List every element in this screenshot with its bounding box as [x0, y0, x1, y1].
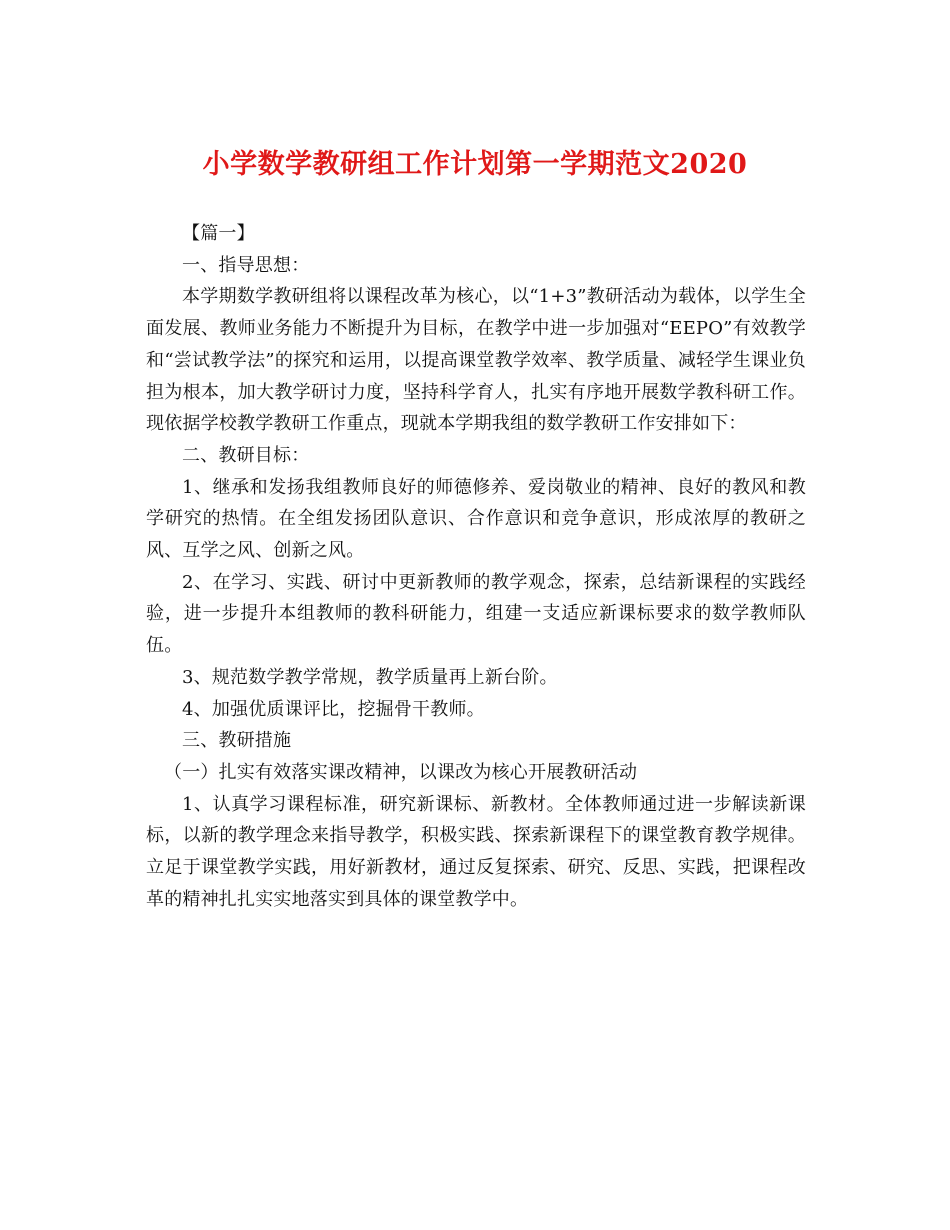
subsection-heading-1: （一）扎实有效落实课改精神，以课改为核心开展教研活动: [164, 761, 638, 783]
goal-item-3: 3、规范数学教学常规，教学质量再上新台阶。: [182, 666, 558, 688]
measure-item-1: 1、认真学习课程标准，研究新课标、新教材。全体教师通过进一步解读新课标，以新的教学理念来指导教学，积极实践、探索新课程下的课堂教育教学规律。立足于课堂教学实践，用好新教材，通过反复探索、研究、反思、实践，把课程改革的精神扎扎实实地落实到具体的课堂教学中。: [146, 793, 806, 910]
paragraph-guiding-ideology: 本学期数学教研组将以课程改革为核心，以“1+3”教研活动为载体，以学生全面发展、教师业务能力不断提升为目标，在教学中进一步加强对“EEPO”有效教学和“尝试教学法”的探究和运用，以提高课堂教学效率、教学质量、减轻学生课业负担为根本，加大教学研讨力度，坚持科学育人，扎实有序地开展数学教科研工作。现依据学校教学教研工作重点，现就本学期我组的数学教研工作安排如下：: [146, 286, 806, 435]
section-marker: 【篇一】: [182, 223, 255, 244]
section-heading-guiding-ideology: 一、指导思想：: [182, 254, 310, 276]
goal-item-1: 1、继承和发扬我组教师良好的师德修养、爱岗敬业的精神、良好的教风和教学研究的热情。在全组发扬团队意识、合作意识和竞争意识，形成浓厚的教研之风、互学之风、创新之风。: [146, 476, 806, 562]
goal-item-2: 2、在学习、实践、研讨中更新教师的教学观念，探索，总结新课程的实践经验，进一步提升本组教师的教科研能力，组建一支适应新课标要求的数学教师队伍。: [146, 571, 806, 657]
document-body: [146, 218, 806, 915]
section-heading-research-measures: 三、教研措施: [182, 730, 292, 752]
section-heading-research-goals: 二、教研目标：: [182, 444, 310, 466]
goal-item-4: 4、加强优质课评比，挖掘骨干教师。: [182, 698, 485, 720]
document-title: 小学数学教研组工作计划第一学期范文2020: [202, 149, 748, 180]
